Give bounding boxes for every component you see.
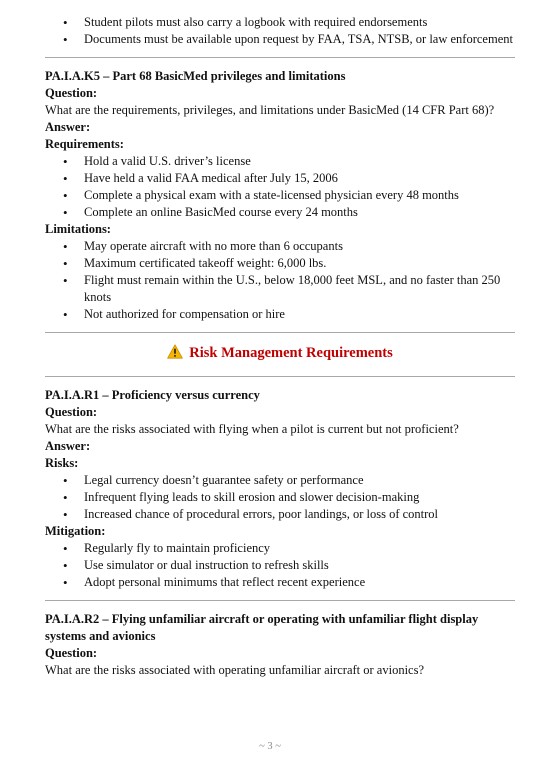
section-title: PA.I.A.K5 – Part 68 BasicMed privileges and limitations — [45, 69, 346, 83]
question-label: Question: — [45, 405, 98, 419]
list-item: • Legal currency doesn’t guarantee safety or performance — [84, 472, 515, 489]
list-item: • Maximum certificated takeoff weight: 6,000 lbs. — [84, 255, 515, 272]
answer-label: Answer: — [45, 120, 91, 134]
list-item: • Not authorized for compensation or hire — [84, 306, 515, 323]
list-item: • Adopt personal minimums that reflect recent experience — [84, 574, 515, 591]
list-item: • Have held a valid FAA medical after July 15, 2006 — [84, 170, 515, 187]
document-page — [45, 14, 515, 679]
list-item: • Infrequent flying leads to skill erosion and slower decision-making — [84, 489, 515, 506]
list-item: • Student pilots must also carry a logbook with required endorsements — [84, 14, 515, 31]
section-title: PA.I.A.R1 – Proficiency versus currency — [45, 388, 260, 402]
mitigation-label: Mitigation: — [45, 524, 106, 538]
answer-label: Answer: — [45, 439, 91, 453]
top-bullet-list — [45, 14, 515, 48]
section-title: PA.I.A.R2 – Flying unfamiliar aircraft or operating with unfamiliar flight display systems and avionics — [45, 612, 479, 643]
section-divider — [45, 57, 515, 58]
risk-management-banner — [45, 342, 515, 364]
list-item: • Hold a valid U.S. driver’s license — [84, 153, 515, 170]
list-item: • Complete a physical exam with a state-licensed physician every 48 months — [84, 187, 515, 204]
section-r1 — [45, 387, 515, 591]
list-item: • Flight must remain within the U.S., below 18,000 feet MSL, and no faster than 250 knots — [84, 272, 515, 306]
question-text: What are the requirements, privileges, and limitations under BasicMed (14 CFR Part 68)? — [45, 103, 495, 117]
list-item: • Use simulator or dual instruction to refresh skills — [84, 557, 515, 574]
limitations-list — [45, 238, 515, 323]
page-number: ~ 3 ~ — [259, 741, 281, 752]
question-label: Question: — [45, 86, 98, 100]
limitations-label: Limitations: — [45, 222, 111, 236]
list-item: • Documents must be available upon request by FAA, TSA, NTSB, or law enforcement — [84, 31, 515, 48]
section-r2 — [45, 611, 515, 679]
requirements-list — [45, 153, 515, 221]
risks-list — [45, 472, 515, 523]
question-text: What are the risks associated with flying when a pilot is current but not proficient? — [45, 422, 459, 436]
question-text: What are the risks associated with operating unfamiliar aircraft or avionics? — [45, 663, 425, 677]
section-divider — [45, 600, 515, 601]
mitigation-list — [45, 540, 515, 591]
question-label: Question: — [45, 646, 98, 660]
list-item: • Increased chance of procedural errors, poor landings, or loss of control — [84, 506, 515, 523]
list-item: • Regularly fly to maintain proficiency — [84, 540, 515, 557]
risks-label: Risks: — [45, 456, 79, 470]
list-item: • Complete an online BasicMed course every 24 months — [84, 204, 515, 221]
section-divider — [45, 376, 515, 377]
section-divider — [45, 332, 515, 333]
banner-title: Risk Management Requirements — [189, 345, 393, 361]
list-item: • May operate aircraft with no more than 6 occupants — [84, 238, 515, 255]
warning-icon — [167, 344, 183, 366]
section-k5 — [45, 68, 515, 323]
requirements-label: Requirements: — [45, 137, 124, 151]
